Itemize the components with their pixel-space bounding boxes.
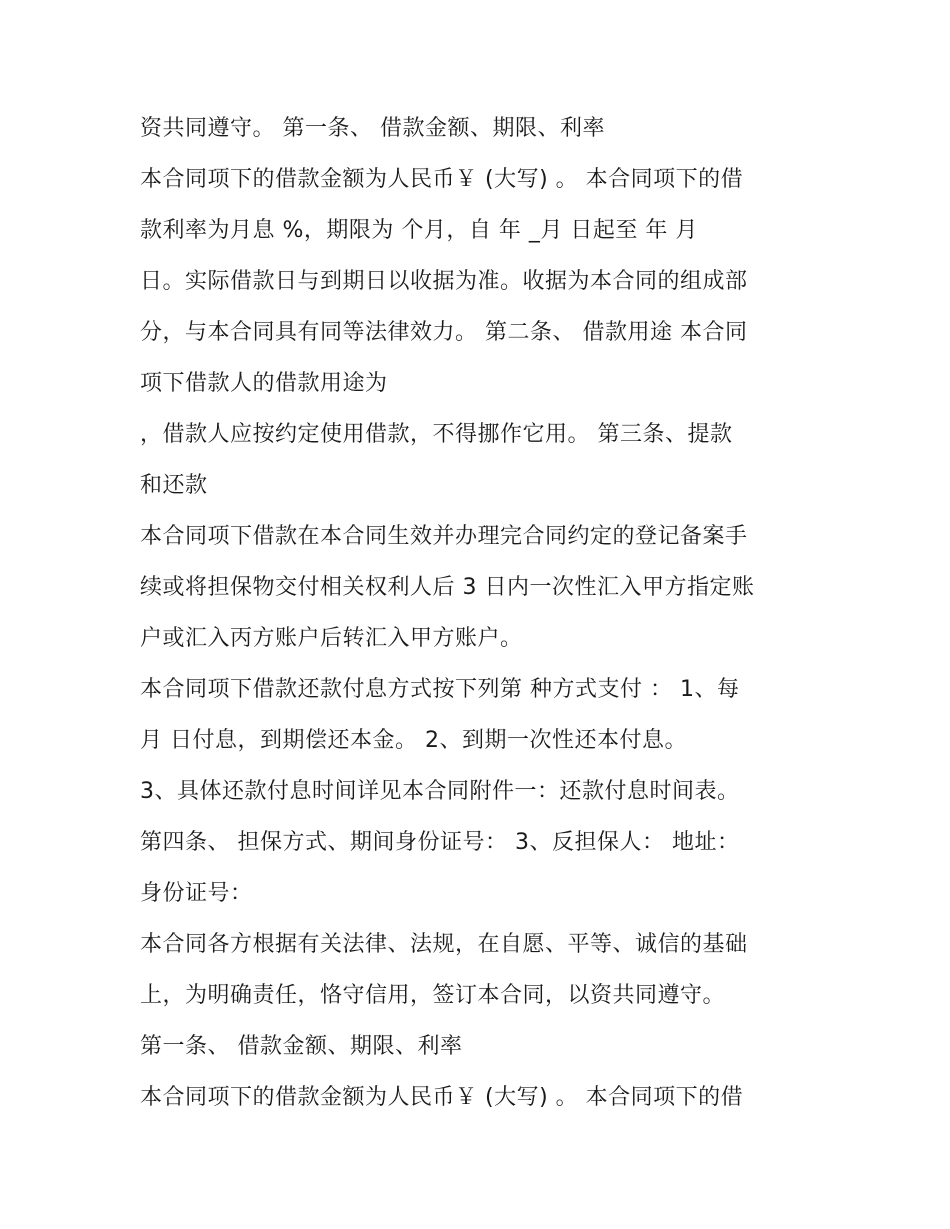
text-line: 第四条、 担保方式、期间身份证号： 3、反担保人： 地址： (140, 830, 740, 855)
text-line: 日。实际借款日与到期日以收据为准。收据为本合同的组成部 (140, 269, 748, 294)
text-line: ，借款人应按约定使用借款，不得挪作它用。 第三条、提款 (140, 422, 733, 447)
text-line: 第一条、 借款金额、期限、利率 (140, 1034, 463, 1059)
text-line: 户或汇入丙方账户后转汇入甲方账户。 (140, 626, 523, 651)
text-line: 项下借款人的借款用途为 (140, 371, 388, 396)
text-line: 本合同项下的借款金额为人民币￥ (大写) 。 本合同项下的借 (140, 167, 744, 192)
document-body (140, 107, 830, 1127)
text-line: 身份证号： (140, 881, 253, 906)
text-line: 本合同项下借款还款付息方式按下列第 种方式支付 ： 1、每 (140, 677, 740, 702)
text-line: 本合同项下的借款金额为人民币￥ (大写) 。 本合同项下的借 (140, 1085, 744, 1110)
text-line: 上，为明确责任，恪守信用，签订本合同，以资共同遵守。 (140, 983, 726, 1008)
text-line: 本合同项下借款在本合同生效并办理完合同约定的登记备案手 (140, 524, 748, 549)
text-line: 和还款 (140, 473, 208, 498)
text-line: 3、具体还款付息时间详见本合同附件一：还款付息时间表。 (140, 779, 740, 804)
text-line: 本合同各方根据有关法律、法规，在自愿、平等、诚信的基础 (140, 932, 748, 957)
text-line: 分，与本合同具有同等法律效力。 第二条、 借款用途 本合同 (140, 320, 748, 345)
text-line: 资共同遵守。 第一条、 借款金额、期限、利率 (140, 116, 605, 141)
text-line: 续或将担保物交付相关权利人后 3 日内一次性汇入甲方指定账 (140, 575, 755, 600)
text-line: 月 日付息，到期偿还本金。 2、到期一次性还本付息。 (140, 728, 687, 753)
text-line: 款利率为月息 %，期限为 个月，自 年 _月 日起至 年 月 (140, 218, 698, 243)
